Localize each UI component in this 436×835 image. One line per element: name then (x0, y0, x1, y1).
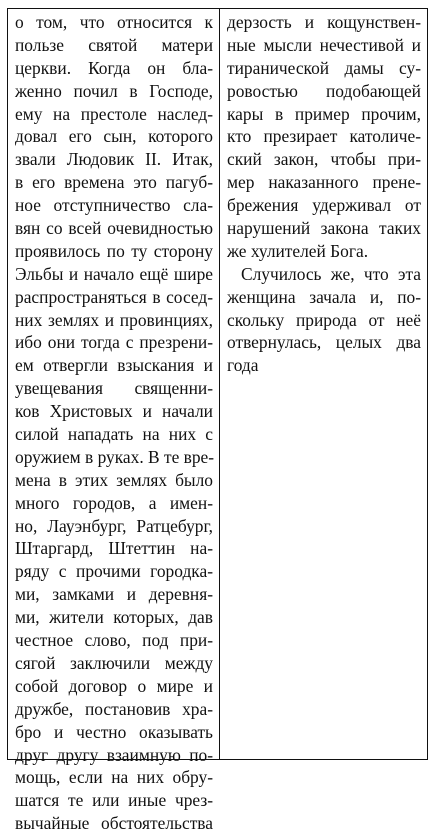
text-line: шатся те или иные чрез- (15, 790, 213, 811)
text-line: пользе святой матери (15, 34, 213, 55)
text-line: Случилось же, что эта (241, 263, 421, 284)
text-line: о том, что относится к (15, 12, 213, 32)
text-line: ми, замками и деревня- (15, 584, 213, 605)
text-line: оружием в руках. В те вре- (15, 446, 215, 467)
text-line: ми, жители которых, дав (15, 607, 213, 628)
text-line: честное слово, под при- (15, 630, 213, 651)
text-line: Эльбы и начало ещё шире (15, 263, 213, 284)
text-line: кто презирает католиче- (227, 126, 421, 147)
text-line: ряду с прочими городка- (15, 561, 213, 582)
text-line: много городов, а имен- (15, 492, 213, 513)
text-line: ное отступничество сла- (15, 195, 213, 216)
text-line: женно почил в Господе, (15, 80, 213, 101)
text-line: женщина зачала и, по- (227, 286, 421, 307)
text-line: нарушений закона таких (227, 218, 421, 239)
text-line: друг другу взаимную по- (15, 744, 213, 765)
text-line: дружбе, постановив хра- (15, 698, 213, 719)
text-line: отвернулась, целых два (227, 332, 421, 353)
text-line: распространяться в сосед- (15, 286, 213, 307)
text-line: них землях и провинциях, (15, 309, 213, 330)
text-line: ков Христовых и начали (15, 401, 213, 422)
text-line: собой договор о мире и (15, 675, 213, 696)
text-line: звали Людовик II. Итак, (15, 149, 213, 170)
text-line: вычайные обстоятельства (15, 813, 213, 834)
text-line: увещевания священни- (15, 378, 213, 399)
text-line: ем отвергли взыскания и (15, 355, 213, 376)
text-line: ему на престоле наслед- (15, 103, 213, 124)
text-line: брежения удерживал от (227, 195, 421, 216)
text-line: но, Лауэнбург, Ратцебург, (15, 515, 213, 536)
text-line: скольку природа от неё (227, 309, 421, 330)
text-line: сягой заключили между (15, 652, 213, 673)
text-line: мер наказанного прене- (227, 172, 421, 193)
text-line: проявилось по ту сторону (15, 240, 213, 261)
text-line: Штаргард, Штеттин на- (15, 538, 213, 559)
left-column (8, 9, 220, 834)
text-line: церкви. Когда он бла- (15, 57, 213, 78)
text-line: ский закон, чтобы при- (227, 149, 421, 170)
text-line: вян со всей очевидностью (15, 218, 213, 239)
text-table (7, 8, 428, 834)
text-line: мена в этих землях было (15, 469, 213, 490)
text-line: года (227, 355, 259, 376)
text-line: мощь, если на них обру- (15, 767, 213, 788)
text-line: ровостью подобающей (227, 80, 421, 101)
text-line: дерзость и кощунствен- (227, 12, 421, 32)
text-line: довал его сын, которого (15, 126, 213, 147)
right-column (220, 9, 427, 759)
text-line: ные мысли нечестивой и (227, 34, 421, 55)
text-line: бро и честно оказывать (15, 721, 213, 742)
text-line: тиранической дамы су- (227, 57, 421, 78)
text-line: ибо они тогда с презрени- (15, 332, 213, 353)
text-line: же хулителей Бога. (227, 240, 369, 261)
text-line: кары в пример прочим, (227, 103, 421, 124)
text-line: силой нападать на них с (15, 424, 213, 445)
text-line: в его времена это пагуб- (15, 172, 213, 193)
